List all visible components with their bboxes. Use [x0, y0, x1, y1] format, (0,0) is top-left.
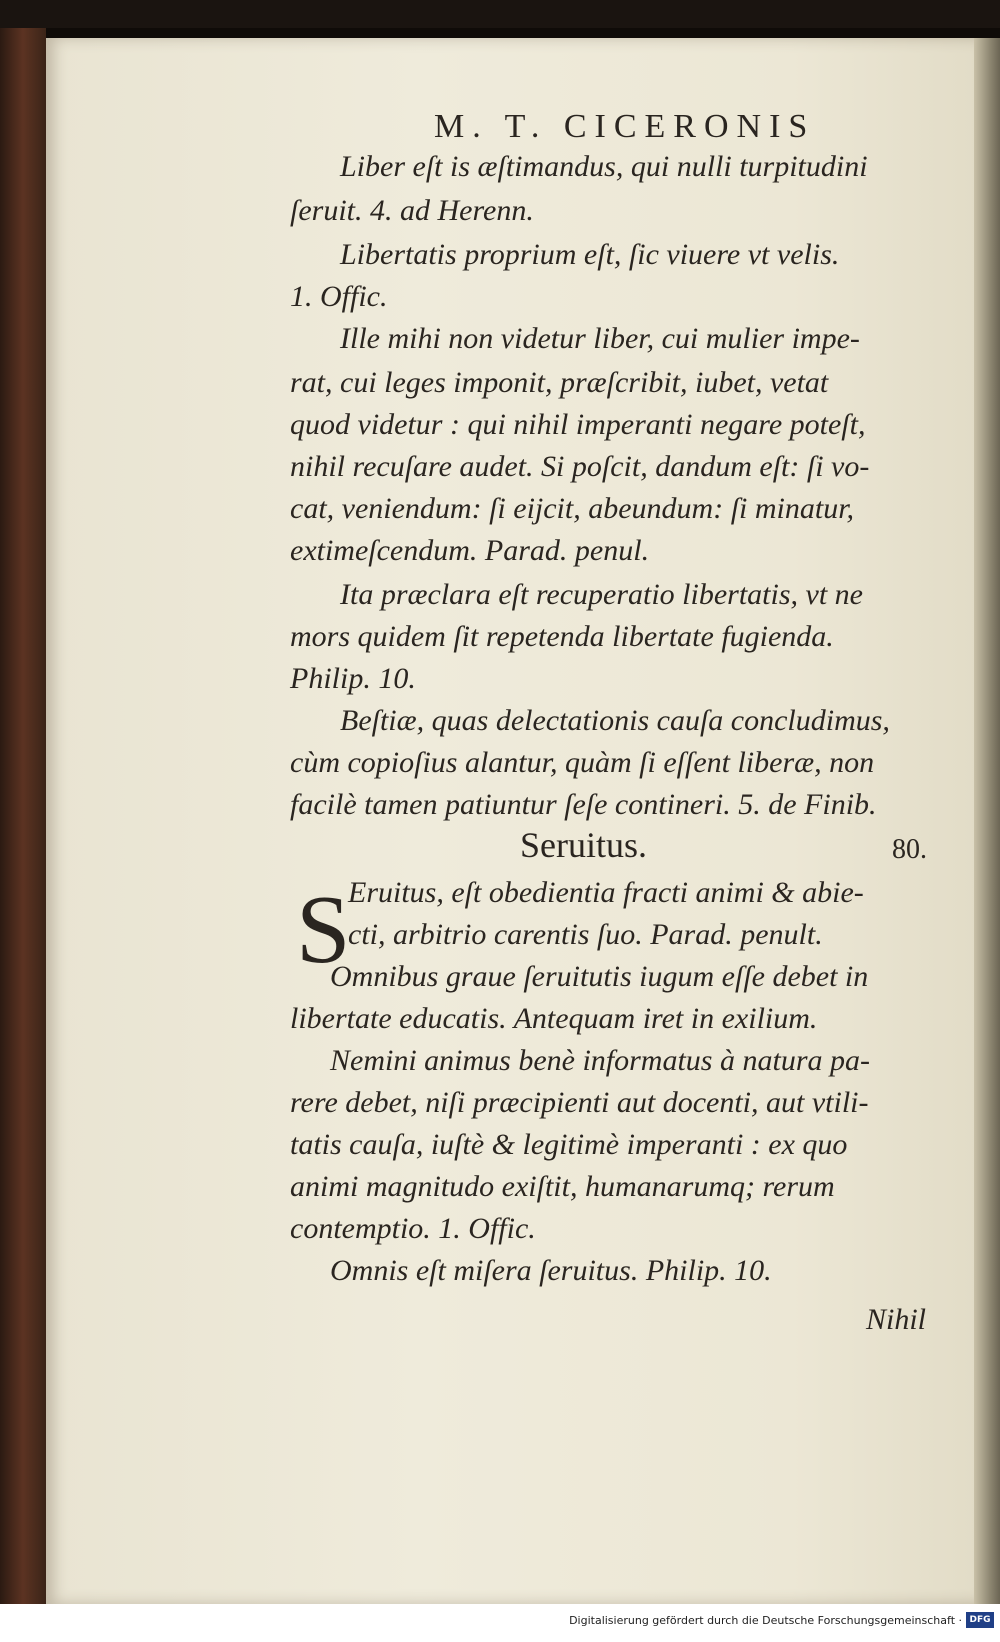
funding-notice: Digitalisierung gefördert durch die Deutsche Forschungsgemeinschaft · — [569, 1614, 962, 1627]
text-line: tatis cauſa, iuſtè & legitimè imperanti : ex quo — [290, 1128, 848, 1161]
book-page-scan — [0, 28, 1000, 1604]
text-line: Libertatis proprium eſt, ſic viuere vt velis. — [340, 238, 840, 271]
text-line: Omnis eſt miſera ſeruitus. Philip. 10. — [330, 1254, 772, 1287]
text-line: Ita præclara eſt recuperatio libertatis, vt ne — [340, 578, 863, 611]
text-line: nihil recuſare audet. Si poſcit, dandum eſt: ſi vo- — [290, 450, 870, 483]
text-line: extimeſcendum. Parad. penul. — [290, 534, 650, 567]
text-line: animi magnitudo exiſtit, humanarumq; rerum — [290, 1170, 835, 1203]
catchword: Nihil — [866, 1303, 927, 1336]
text-line: Liber eſt is æſtimandus, qui nulli turpitudini — [340, 150, 868, 183]
text-line: 1. Offic. — [290, 280, 388, 313]
text-line: Philip. 10. — [290, 662, 416, 695]
text-line: contemptio. 1. Offic. — [290, 1212, 536, 1245]
section-number: 80. — [892, 834, 927, 865]
text-line: libertate educatis. Antequam iret in exilium. — [290, 1002, 818, 1035]
text-line: Nemini animus benè informatus à natura pa- — [330, 1044, 870, 1077]
binding-edge — [0, 28, 46, 1604]
text-line: Ille mihi non videtur liber, cui mulier impe- — [340, 322, 860, 355]
text-line: Omnibus graue ſeruitutis iugum eſſe debet in — [330, 960, 869, 993]
running-head: M. T. CICERONIS — [434, 108, 816, 145]
text-line: Beſtiæ, quas delectationis cauſa concludimus, — [340, 704, 890, 737]
dfg-logo: DFG — [966, 1612, 994, 1628]
text-line: quod videtur : qui nihil imperanti negare poteſt, — [290, 408, 866, 441]
text-line: Eruitus, eſt obedientia fracti animi & abie- — [348, 876, 864, 909]
page-edges — [974, 38, 1000, 1604]
text-line: cat, veniendum: ſi eijcit, abeundum: ſi minatur, — [290, 492, 855, 525]
text-line: ſeruit. 4. ad Herenn. — [290, 194, 534, 227]
text-line: rat, cui leges imponit, præſcribit, iubet, vetat — [290, 366, 829, 399]
text-line: facilè tamen patiuntur ſeſe contineri. 5. de Finib. — [290, 788, 877, 821]
text-line: mors quidem ſit repetenda libertate fugienda. — [290, 620, 834, 653]
text-line: cùm copioſius alantur, quàm ſi eſſent liberæ, non — [290, 746, 875, 779]
text-line: rere debet, niſi præcipienti aut docenti, aut vtili- — [290, 1086, 869, 1119]
drop-cap: S — [296, 876, 351, 984]
footer-bar — [0, 1604, 1000, 1642]
section-heading: Seruitus. — [520, 825, 648, 865]
text-line: cti, arbitrio carentis ſuo. Parad. penult. — [348, 918, 823, 951]
